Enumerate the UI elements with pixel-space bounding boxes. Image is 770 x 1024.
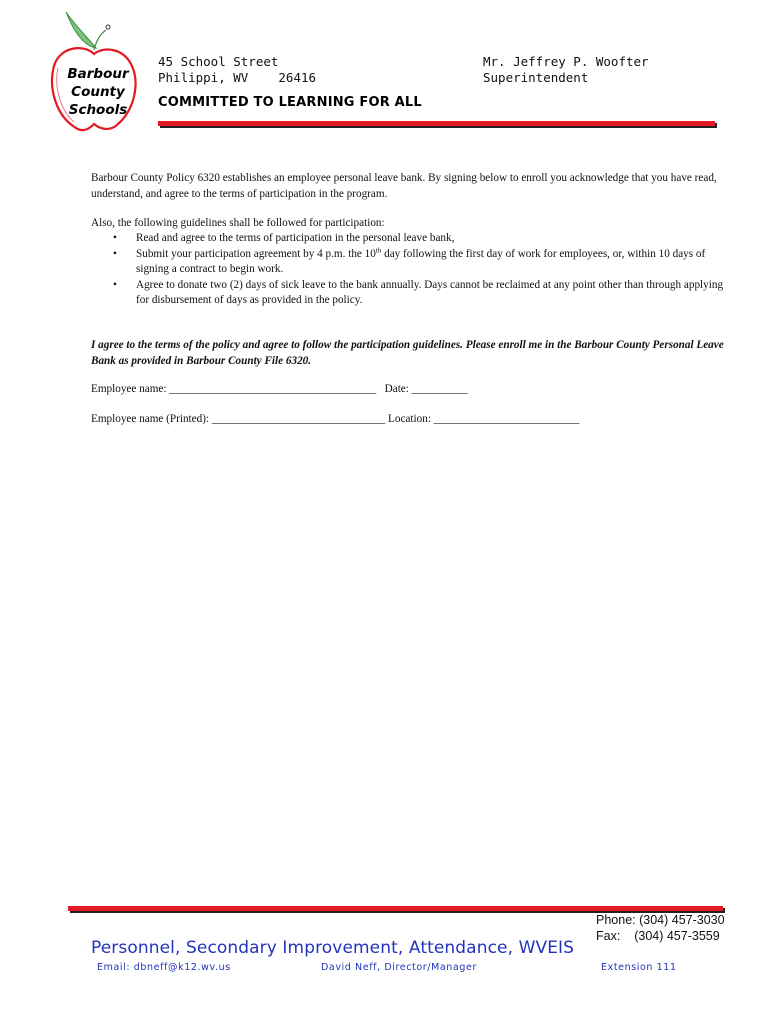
phone-number: Phone: (304) 457-3030: [596, 913, 725, 927]
extension-number: Extension 111: [601, 962, 677, 973]
list-item: [107, 231, 732, 247]
guidelines-intro: Also, the following guidelines shall be followed for participation:: [91, 217, 385, 229]
logo-text-line2: County: [71, 84, 125, 100]
guideline-text: Agree to donate two (2) days of sick leave to the bank annually. Days cannot be reclaimed at any point other than through applying for disbursement of days as provided in the policy.: [136, 278, 724, 306]
email-address: Email: dbneff@k12.wv.us: [97, 962, 231, 973]
agreement-statement: I agree to the terms of the policy and agree to follow the participation guidelines. Please enroll me in the Barbour County Personal Leave Bank as provided in Barbour County File 6320.: [91, 339, 724, 367]
director-name: David Neff, Director/Manager: [321, 962, 477, 973]
ordinal-suffix: th: [375, 245, 382, 254]
bullet-icon: •: [113, 232, 117, 244]
motto-heading: COMMITTED TO LEARNING FOR ALL: [158, 95, 422, 110]
bullet-icon: •: [113, 247, 117, 260]
employee-printed-location-field[interactable]: Employee name (Printed): _______________________________ Location: __________________________: [91, 413, 580, 425]
header-divider: [158, 121, 715, 126]
bullet-icon: •: [113, 278, 117, 291]
logo-text-line1: Barbour: [67, 66, 129, 82]
list-item: [107, 278, 732, 309]
fax-number: Fax: (304) 457-3559: [596, 929, 720, 943]
superintendent-title: Superintendent: [483, 70, 589, 85]
footer-divider: [68, 906, 723, 911]
department-title: Personnel, Secondary Improvement, Attendance, WVEIS: [91, 938, 575, 958]
guidelines-list: [107, 231, 732, 309]
guideline-text: Read and agree to the terms of participation in the personal leave bank,: [136, 232, 455, 244]
address-line1: 45 School Street: [158, 54, 279, 69]
guideline-text-cont: day following the first day of work for employees, or, within 10 days of signing a contract to begin work.: [136, 247, 706, 275]
employee-name-date-field[interactable]: Employee name: _____________________________________ Date: __________: [91, 383, 468, 395]
superintendent-name: Mr. Jeffrey P. Woofter: [483, 54, 649, 69]
address-line2: Philippi, WV 26416: [158, 70, 317, 85]
intro-paragraph: Barbour County Policy 6320 establishes an employee personal leave bank. By signing below to enroll you acknowledge that you have read, understand, and agree to the terms of participation in the program.: [91, 172, 717, 200]
logo-text-line3: Schools: [68, 102, 128, 118]
list-item: [107, 247, 732, 278]
guideline-text: Submit your participation agreement by 4 p.m. the 10: [136, 247, 376, 260]
barbour-county-schools-logo: [44, 8, 140, 134]
